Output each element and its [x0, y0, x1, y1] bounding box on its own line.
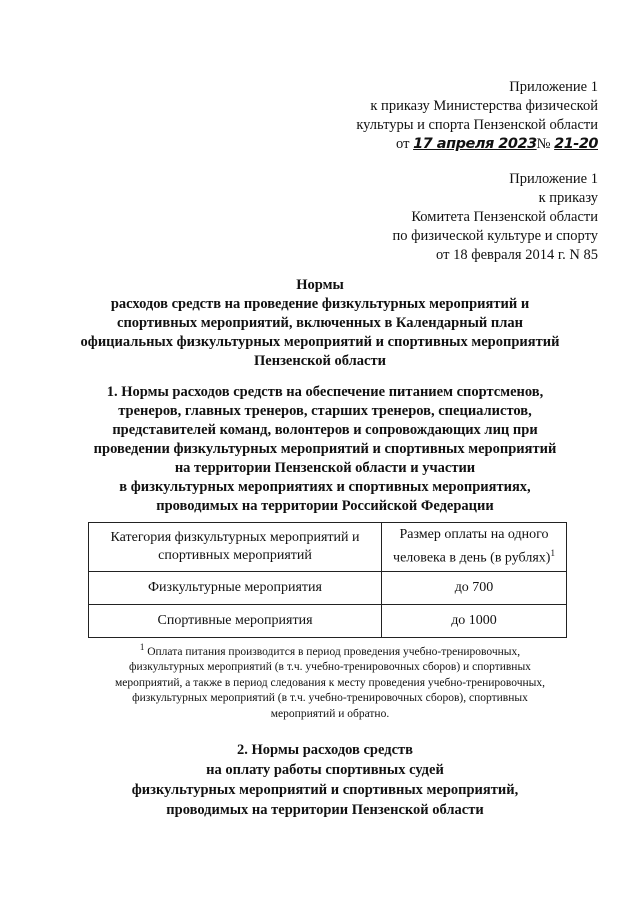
table-cell-category: Физкультурные мероприятия: [89, 572, 382, 605]
title-line: Пензенской области: [254, 353, 386, 369]
section-1-line: в физкультурных мероприятиях и спортивных мероприятиях,: [119, 479, 531, 495]
table-header-amount: [382, 523, 567, 572]
footnote-marker: 1: [139, 642, 145, 652]
appendix-line: по физической культуре и спорту: [392, 228, 598, 244]
section-1-line: проводимых на территории Российской Федерации: [156, 498, 494, 514]
title-line: Нормы: [296, 277, 344, 293]
section-1-line: представителей команд, волонтеров и сопровождающих лиц при: [112, 422, 538, 438]
footnote: [100, 640, 560, 722]
appendix-line: культуры и спорта Пензенской области: [356, 117, 598, 133]
table-row: [89, 605, 567, 638]
section-2-heading: [60, 740, 590, 820]
section-2-line: проводимых на территории Пензенской области: [166, 802, 484, 818]
table-cell-category: Спортивные мероприятия: [89, 605, 382, 638]
footnote-line: физкультурных мероприятий (в т.ч. учебно-тренировочных сборов), спортивных: [132, 692, 528, 705]
section-1-line: на территории Пензенской области и участии: [174, 460, 476, 476]
appendix-header-previous: [393, 170, 599, 265]
handwritten-number: 21-20: [554, 136, 598, 152]
table-cell-amount: до 700: [382, 572, 567, 605]
section-1-heading: [60, 383, 590, 516]
footnote-line: [100, 640, 560, 660]
section-2-line: физкультурных мероприятий и спортивных мероприятий,: [131, 782, 519, 798]
appendix-header-current: [356, 78, 598, 154]
footnote-line: физкультурных мероприятий (в т.ч. учебно-тренировочных сборов) и спортивных: [129, 661, 531, 674]
appendix-line: от 18 февраля 2014 г. N 85: [436, 247, 598, 263]
section-2-line: 2. Нормы расходов средств: [237, 742, 413, 758]
header-text: Размер оплаты на одного: [399, 527, 549, 543]
meal-norms-table: [88, 522, 567, 638]
header-text: Категория физкультурных мероприятий и: [110, 530, 360, 545]
appendix-line: к приказу: [538, 190, 598, 206]
footnote-line: мероприятий, а также в период следования к месту проведения учебно-тренировочных,: [114, 676, 546, 689]
section-2-line: на оплату работы спортивных судей: [206, 762, 444, 778]
from-label: от: [396, 136, 410, 152]
table-cell-amount: до 1000: [382, 605, 567, 638]
appendix-line: Приложение 1: [509, 79, 598, 95]
section-1-line: тренеров, главных тренеров, старших тренеров, специалистов,: [118, 403, 532, 419]
header-text-with-footnote: [388, 544, 560, 568]
appendix-line: Комитета Пензенской области: [411, 209, 598, 225]
header-text: человека в день (в рублях): [393, 550, 551, 566]
footnote-line: мероприятий и обратно.: [270, 707, 390, 720]
appendix-line: Приложение 1: [509, 171, 598, 187]
title-line: расходов средств на проведение физкультурных мероприятий и: [110, 296, 530, 312]
title-line: спортивных мероприятий, включенных в Календарный план: [117, 315, 523, 331]
handwritten-date: 17 апреля 2023: [413, 136, 537, 152]
table-header-category: [89, 523, 382, 572]
table-row: [89, 572, 567, 605]
appendix-date-line: [356, 135, 598, 154]
section-1-line: 1. Нормы расходов средств на обеспечение питанием спортсменов,: [106, 384, 544, 400]
section-1-line: проведении физкультурных мероприятий и спортивных мероприятий: [93, 441, 557, 457]
title-line: официальных физкультурных мероприятий и спортивных мероприятий: [80, 334, 560, 350]
footnote-ref: 1: [550, 548, 555, 559]
header-text: спортивных мероприятий: [158, 548, 312, 563]
document-title: [60, 276, 580, 371]
table-header-row: [89, 523, 567, 572]
footnote-text: Оплата питания производится в период проведения учебно-тренировочных,: [147, 645, 521, 658]
appendix-line: к приказу Министерства физической: [370, 98, 598, 114]
number-label: №: [536, 136, 551, 152]
